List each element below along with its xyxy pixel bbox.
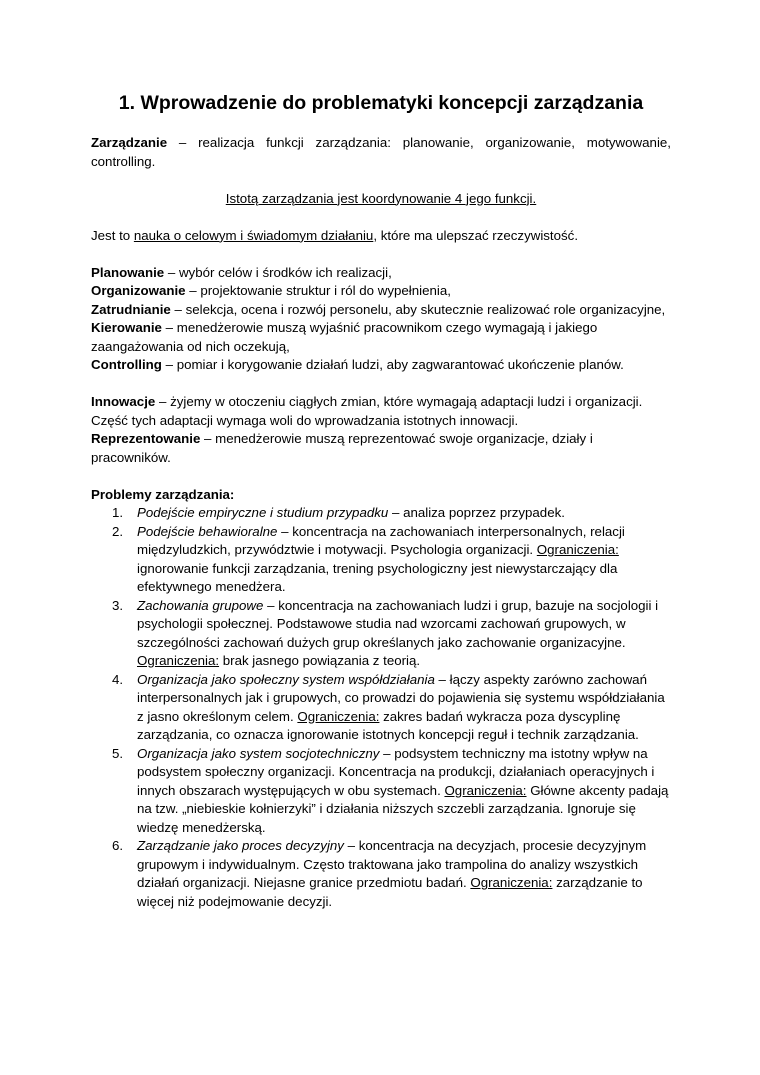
science-before: Jest to: [91, 227, 134, 243]
function-text: – menedżerowie muszą wyjaśnić pracownikom czego wymagają i jakiego zaangażowania od nich oczekują,: [91, 320, 598, 354]
function-term: Organizowanie: [91, 283, 186, 298]
approach-text: – podsystem techniczny ma istotny wpływ na podsystem społeczny organizacji. Koncentracja na produkcji, działaniach operacyjnych i innych obszarach występujących w obu systemach.: [137, 745, 655, 798]
list-item: [91, 504, 671, 523]
representation-term: Reprezentowanie: [91, 431, 201, 446]
list-item: [91, 745, 671, 838]
limitations-text: brak jasnego powiązania z teorią.: [219, 653, 421, 668]
innovation-term: Innowacje: [91, 394, 156, 409]
list-number: 4.: [112, 671, 124, 687]
essence-text: Istotą zarządzania jest koordynowanie 4 jego funkcji.: [225, 190, 537, 206]
function-organizing: [91, 282, 671, 301]
approach-name: Organizacja jako system socjotechniczny: [137, 745, 380, 761]
essence-paragraph: [91, 190, 671, 209]
representation-text: – menedżerowie muszą reprezentować swoje organizacje, działy i pracowników.: [91, 431, 593, 465]
list-number: 2.: [112, 523, 124, 539]
definition-paragraph: [91, 134, 671, 171]
list-number: 3.: [112, 597, 124, 613]
science-after: , które ma ulepszać rzeczywistość.: [373, 227, 579, 243]
function-text: – wybór celów i środków ich realizacji,: [164, 264, 392, 280]
document-page: [91, 90, 671, 911]
approach-name: Organizacja jako społeczny system współdziałania: [137, 671, 435, 687]
problems-heading-text: Problemy zarządzania:: [91, 486, 235, 502]
representation-paragraph: [91, 430, 671, 467]
list-number: 6.: [112, 838, 124, 853]
list-number: 5.: [112, 745, 124, 761]
function-leading: [91, 319, 671, 356]
approach-name: Podejście behawioralne: [137, 523, 278, 539]
function-controlling: [91, 356, 671, 375]
problems-list: [91, 504, 671, 911]
approach-text: – łączy aspekty zarówno zachowań interpersonalnych jak i grupowych, co prowadzi do pojawienia się systemu współdziałania z jasno określonym celem.: [137, 671, 665, 724]
definition-text: – realizacja funkcji zarządzania: planowanie, organizowanie, motywowanie, controlling.: [91, 135, 671, 169]
innovation-paragraph: [91, 393, 671, 430]
limitations-label: Ograniczenia:: [536, 542, 619, 557]
function-text: – projektowanie struktur i ról do wypełnienia,: [185, 283, 451, 298]
approach-name: Zachowania grupowe: [137, 597, 264, 613]
limitations-label: Ograniczenia:: [297, 708, 380, 724]
limitations-text: Główne akcenty padają na tzw. „niebieskie kołnierzyki” i działania niższych szczebli zarządzania. Ignoruje się wiedzę menedżerską.: [137, 782, 669, 835]
function-text: – pomiar i korygowanie działań ludzi, aby zagwarantować ukończenie planów.: [161, 357, 624, 372]
function-term: Controlling: [91, 357, 162, 372]
function-term: Planowanie: [91, 264, 165, 280]
list-item: [91, 671, 671, 745]
limitations-text: zakres badań wykracza poza dyscyplinę zarządzania, co oznacza ignorowanie istotnych koncepcji reguł i technik zarządzania.: [137, 708, 639, 742]
approach-text: – koncentracja na decyzjach, procesie decyzyjnym grupowym i indywidualnym. Często traktowana jako trampolina do analizy wszystkich działań organizacji. Niejasne granice przedmiotu badań.: [137, 838, 647, 890]
list-number: 1.: [112, 505, 124, 520]
function-term: Zatrudnianie: [91, 301, 171, 317]
function-staffing: [91, 301, 671, 320]
approach-text: – koncentracja na zachowaniach ludzi i grup, bazuje na socjologii i psychologii społecznej. Podstawowe studia nad wzorcami zachowań grupowych, w szczególności zachowań dużych grup określanych jako zachowanie organizacyjne.: [137, 597, 659, 650]
limitations-text: ignorowanie funkcji zarządzania, trening psychologiczny jest niewystarczający dla efektywnego menedżera.: [137, 560, 618, 594]
limitations-label: Ograniczenia:: [444, 782, 527, 798]
function-text: – selekcja, ocena i rozwój personelu, aby skutecznie realizować role organizacyjne,: [170, 301, 666, 317]
approach-text: – koncentracja na zachowaniach interpersonalnych, relacji międzyludzkich, przywództwie i motywacji. Psychologia organizacji.: [137, 523, 625, 557]
function-term: Kierowanie: [91, 320, 162, 335]
approach-name: Zarządzanie jako proces decyzyjny: [137, 838, 344, 853]
science-paragraph: [91, 227, 671, 246]
list-item: [91, 597, 671, 671]
definition-term: Zarządzanie: [91, 135, 168, 150]
problems-heading: [91, 486, 671, 505]
science-underlined: nauka o celowym i świadomym działaniu: [133, 227, 374, 243]
list-item: [91, 837, 671, 911]
page-title: 1. Wprowadzenie do problematyki koncepcji zarządzania: [118, 92, 644, 114]
list-item: [91, 523, 671, 597]
limitations-label: Ograniczenia:: [137, 653, 220, 668]
limitations-label: Ograniczenia:: [470, 875, 553, 890]
approach-name: Podejście empiryczne i studium przypadku: [137, 505, 389, 520]
function-planning: [91, 264, 671, 283]
innovation-text: – żyjemy w otoczeniu ciągłych zmian, które wymagają adaptacji ludzi i organizacji. Część tych adaptacji wymaga woli do wprowadzania istotnych innowacji.: [91, 394, 643, 428]
limitations-text: zarządzanie to więcej niż podejmowanie decyzji.: [137, 875, 643, 909]
approach-text: – analiza poprzez przypadek.: [388, 505, 565, 520]
